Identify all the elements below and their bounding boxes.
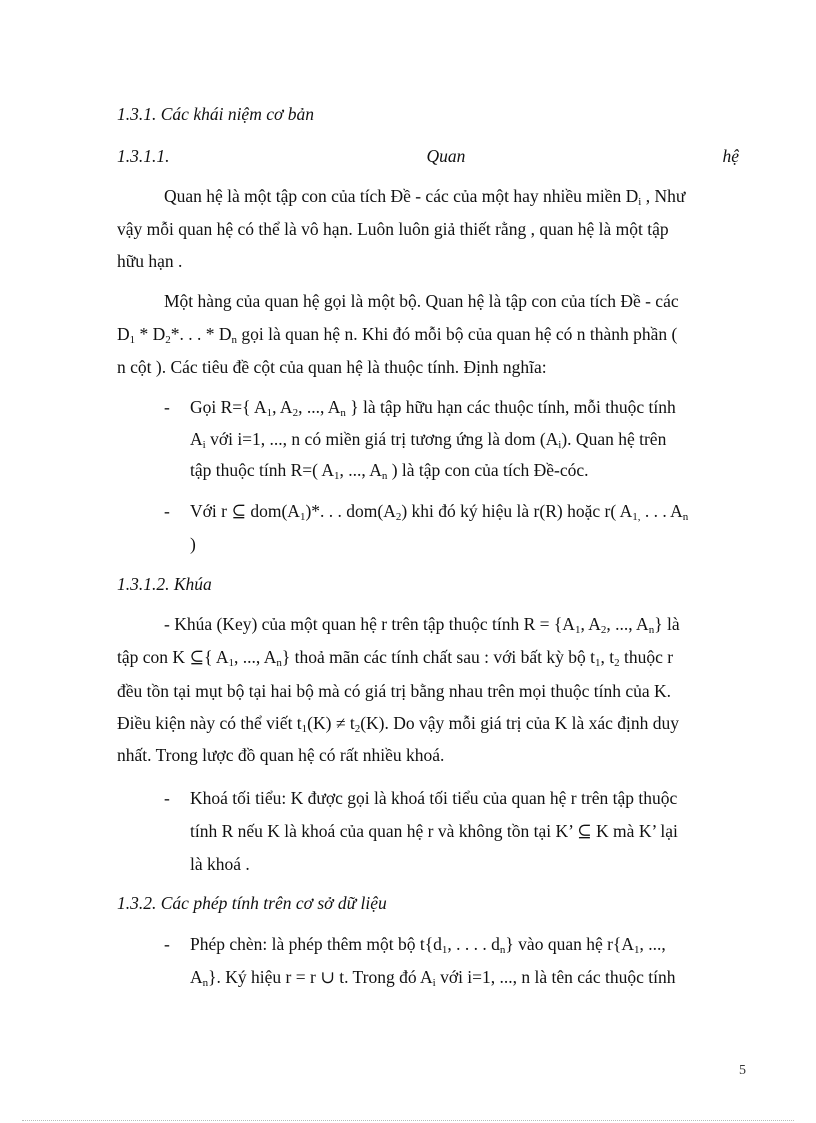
bullet-4-line-2: $A_n$}. Ký hiệu r = r ∪ t. Trong đó $A_i$ với i=1, ..., n là tên các thuộc tính <box>190 967 676 989</box>
paragraph-2-line-3: n cột ). Các tiêu đề cột của quan hệ là thuộc tính. Định nghĩa: <box>117 357 547 377</box>
bullet-4-marker: - <box>164 934 170 954</box>
bullet-1-line-1: Gọi R={ $A_1$, $A_2$, ..., $A_n$ } là tập hữu hạn các thuộc tính, mỗi thuộc tính <box>190 397 676 419</box>
bullet-3-line-3: là khoá . <box>190 854 250 874</box>
paragraph-1-line-2: vậy mỗi quan hệ có thể là vô hạn. Luôn luôn giả thiết rằng , quan hệ là một tập <box>117 219 669 239</box>
paragraph-2-line-1: Một hàng của quan hệ gọi là một bộ. Quan hệ là tập con của tích Đề - các <box>164 291 679 311</box>
paragraph-3-line-5: nhất. Trong lược đồ quan hệ có rất nhiều khoá. <box>117 745 445 765</box>
bullet-2-marker: - <box>164 501 170 521</box>
bullet-1-line-3: tập thuộc tính R=( $A_1$, ..., $A_n$ ) là tập con của tích Đề-cóc. <box>190 460 589 482</box>
paragraph-1-line-3: hữu hạn . <box>117 251 183 271</box>
page-bottom-divider <box>22 1120 794 1121</box>
paragraph-3-line-3: đều tồn tại mụt bộ tại hai bộ mà có giá trị bằng nhau trên mọi thuộc tính của K. <box>117 681 672 701</box>
bullet-2-line-1: Với r ⊆ $dom(A_1)*$. . . $dom(A_2)$ khi đó ký hiệu là r(R) hoặc r( $A_{1,}$ . . . $A_n$ <box>190 501 689 523</box>
heading-word-2: hệ <box>722 146 739 166</box>
bullet-1-marker: - <box>164 397 170 417</box>
heading-1-3-1: 1.3.1. Các khái niệm cơ bản <box>117 104 314 124</box>
bullet-4-line-1: Phép chèn: là phép thêm một bộ $t\{d_1$, . . . . $d_n$} vào quan hệ $r\{A_1$, ..., <box>190 934 666 956</box>
heading-word-1: Quan <box>426 146 466 166</box>
heading-1-3-1-1 <box>117 145 739 167</box>
heading-1-3-1-2: 1.3.1.2. Khúa <box>117 574 212 594</box>
bullet-3-line-2: tính R nếu K là khoá của quan hệ r và không tồn tại K’ ⊆ K mà K’ lại <box>190 821 678 841</box>
bullet-3-marker: - <box>164 788 170 808</box>
page-number: 5 <box>739 1063 746 1078</box>
bullet-2-line-2: ) <box>190 534 196 554</box>
paragraph-3-line-1: - Khúa (Key) của một quan hệ r trên tập thuộc tính $R = \{A_1$, $A_2$, ..., $A_n$} là <box>164 614 680 636</box>
heading-1-3-2: 1.3.2. Các phép tính trên cơ sở dữ liệu <box>117 893 387 913</box>
paragraph-2-line-2: $D_1 * D_2*$. . . * $D_n$ gọi là quan hệ n. Khi đó mỗi bộ của quan hệ có n thành phần ( <box>117 324 678 346</box>
paragraph-1-line-1: Quan hệ là một tập con của tích Đề - các của một hay nhiều miền $D_i$ , Như <box>164 186 686 208</box>
bullet-3-line-1: Khoá tối tiểu: K được gọi là khoá tối tiểu của quan hệ r trên tập thuộc <box>190 788 678 808</box>
bullet-1-line-2: $A_i$ với i=1, ..., n có miền giá trị tương ứng là dom $(A_i)$. Quan hệ trên <box>190 429 667 451</box>
paragraph-3-line-4: Điều kiện này có thể viết $t_1(K) \ne t_2(K)$. Do vậy mỗi giá trị của K là xác định duy <box>117 713 679 735</box>
paragraph-3-line-2: tập con K ⊆{ $A_1$, ..., $A_n$} thoả mãn các tính chất sau : với bất kỳ bộ $t_1$, $t_2$ thuộc r <box>117 647 674 669</box>
heading-number: 1.3.1.1. <box>117 146 170 166</box>
